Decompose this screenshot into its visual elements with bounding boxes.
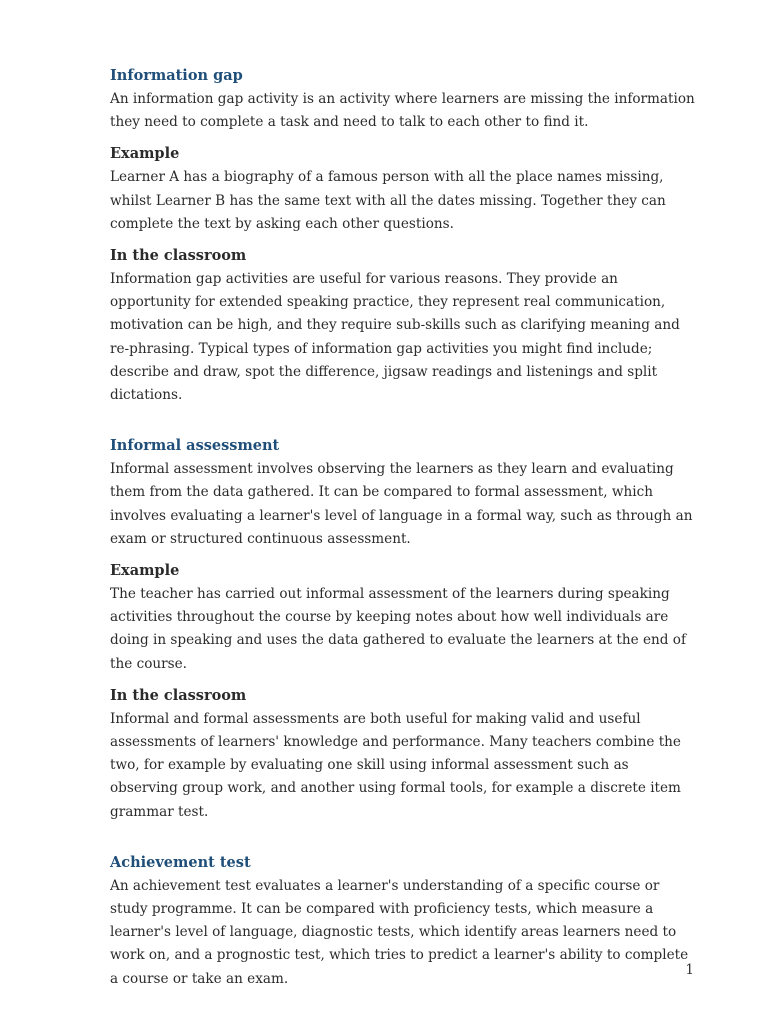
glossary-content (110, 64, 700, 991)
glossary-entry-achievement-test (110, 851, 700, 991)
entry-term: Achievement test (110, 853, 251, 871)
glossary-entry-information-gap (110, 64, 700, 407)
entry-definition: Informal assessment involves observing the learners as they learn and evaluating them from the data gathered. It can be compared to formal assessment, which involves evaluating a learner's level of language in a formal way, such as through an exam or structured continuous assessment. (110, 461, 693, 547)
classroom-heading: In the classroom (110, 247, 247, 265)
glossary-entry-informal-assessment (110, 434, 700, 824)
example-text: The teacher has carried out informal assessment of the learners during speaking activities throughout the course by keeping notes about how well individuals are doing in speaking and uses the data gathered to evaluate the learners at the end of the course. (110, 586, 687, 672)
entry-definition: An achievement test evaluates a learner's understanding of a specific course or study programme. It can be compared with proficiency tests, which measure a learner's level of language, diagnostic tests, which identify areas learners need to work on, and a prognostic test, which tries to predict a learner's ability to complete a course or take an exam. (110, 877, 689, 987)
example-heading: Example (110, 562, 180, 580)
classroom-text: Informal and formal assessments are both useful for making valid and useful assessments of learners' knowledge and performance. Many teachers combine the two, for example by evaluating one skill using informal assessment such as observing group work, and another using formal tools, for example a discrete item grammar test. (110, 710, 681, 820)
example-heading: Example (110, 145, 180, 163)
entry-definition: An information gap activity is an activity where learners are missing the information they need to complete a task and need to talk to each other to find it. (110, 91, 695, 131)
example-text: Learner A has a biography of a famous person with all the place names missing, whilst Learner B has the same text with all the dates missing. Together they can complete the text by asking each other questions. (110, 169, 666, 232)
entry-term: Informal assessment (110, 437, 280, 455)
entry-term: Information gap (110, 67, 243, 84)
classroom-heading: In the classroom (110, 686, 247, 704)
page-number: 1 (685, 962, 694, 978)
classroom-text: Information gap activities are useful for various reasons. They provide an opportunity for extended speaking practice, they represent real communication, motivation can be high, and they require sub-skills such as clarifying meaning and re-phrasing. Typical types of information gap activities you might find include; describe and draw, spot the difference, jigsaw readings and listenings and split dictations. (110, 271, 680, 404)
